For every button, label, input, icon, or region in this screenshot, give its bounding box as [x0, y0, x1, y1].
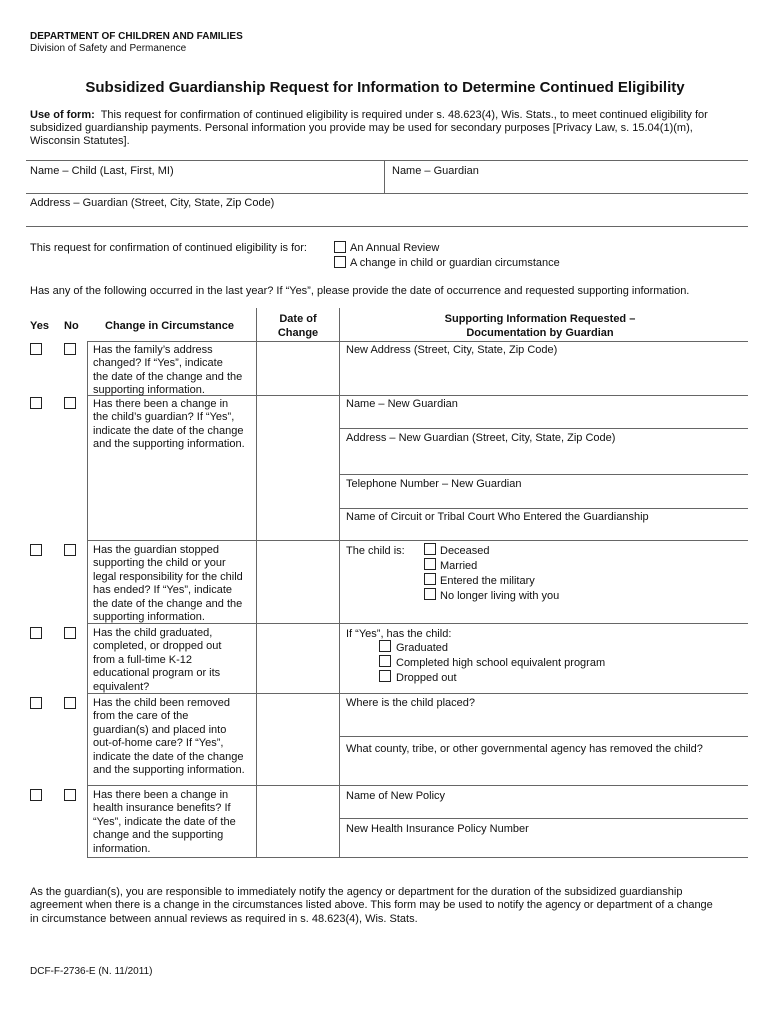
change-circumstance-label: A change in child or guardian circumstance: [350, 257, 560, 269]
child-is-label: The child is:: [346, 545, 405, 557]
change-circumstance-checkbox[interactable]: [334, 256, 346, 268]
dropped-out-label: Dropped out: [396, 672, 457, 684]
court-name-field[interactable]: Name of Circuit or Tribal Court Who Entered the Guardianship: [346, 511, 649, 523]
row4-no-checkbox[interactable]: [64, 627, 76, 639]
row1-change-text: Has the family’s address changed? If “Yes”, indicate the date of the change and the supporting information.: [93, 344, 243, 397]
use-of-form-label: Use of form:: [30, 109, 95, 121]
deceased-checkbox[interactable]: [424, 543, 436, 555]
division-name: Division of Safety and Permanence: [30, 43, 187, 54]
married-label: Married: [440, 560, 478, 572]
name-child-field[interactable]: Name – Child (Last, First, MI): [30, 165, 174, 177]
hs-equivalent-checkbox[interactable]: [379, 655, 391, 667]
col-support-header-1: Supporting Information Requested –: [444, 313, 636, 325]
col-date-header-2: Change: [277, 327, 319, 339]
military-checkbox[interactable]: [424, 573, 436, 585]
military-label: Entered the military: [440, 575, 535, 587]
col-no-header: No: [64, 320, 79, 332]
row5-no-checkbox[interactable]: [64, 697, 76, 709]
removing-agency-field[interactable]: What county, tribe, or other governmental agency has removed the child?: [346, 743, 703, 755]
name-guardian-field[interactable]: Name – Guardian: [392, 165, 479, 177]
row3-change-text: Has the guardian stopped supporting the child or your legal responsibility for the child has ended? If “Yes”, indicate the date of the change and the supporting information.: [93, 544, 243, 624]
row2-change-text: Has there been a change in the child’s guardian? If “Yes”, indicate the date of the change and the supporting information.: [93, 398, 245, 451]
new-policy-name-field[interactable]: Name of New Policy: [346, 790, 446, 802]
row6-yes-checkbox[interactable]: [30, 789, 42, 801]
department-name: DEPARTMENT OF CHILDREN AND FAMILIES: [30, 31, 243, 42]
request-label: This request for confirmation of continued eligibility is for:: [30, 242, 307, 254]
col-support-header-2: Documentation by Guardian: [466, 327, 614, 339]
graduated-label: Graduated: [396, 642, 448, 654]
form-title: Subsidized Guardianship Request for Information to Determine Continued Eligibility: [85, 79, 685, 96]
row3-no-checkbox[interactable]: [64, 544, 76, 556]
hs-equivalent-label: Completed high school equivalent program: [396, 657, 606, 669]
deceased-label: Deceased: [440, 545, 490, 557]
has-child-label: If “Yes”, has the child:: [346, 628, 452, 640]
form-id: DCF-F-2736-E (N. 11/2011): [30, 966, 153, 977]
row6-no-checkbox[interactable]: [64, 789, 76, 801]
new-guardian-address-field[interactable]: Address – New Guardian (Street, City, State, Zip Code): [346, 432, 616, 444]
graduated-checkbox[interactable]: [379, 640, 391, 652]
row3-yes-checkbox[interactable]: [30, 544, 42, 556]
row4-yes-checkbox[interactable]: [30, 627, 42, 639]
row1-yes-checkbox[interactable]: [30, 343, 42, 355]
new-address-field[interactable]: New Address (Street, City, State, Zip Code): [346, 344, 558, 356]
col-change-header: Change in Circumstance: [105, 320, 234, 332]
no-longer-living-label: No longer living with you: [440, 590, 560, 602]
no-longer-living-checkbox[interactable]: [424, 588, 436, 600]
address-guardian-field[interactable]: Address – Guardian (Street, City, State, Zip Code): [30, 197, 275, 209]
use-of-form-text-3: Wisconsin Statutes].: [30, 135, 130, 147]
col-date-header-1: Date of: [279, 313, 317, 325]
use-of-form-text-1: This request for confirmation of continued eligibility is required under s. 48.623(4), Wis. Stats., to meet continued eligibility for: [100, 109, 708, 121]
guardian-responsibility-text: As the guardian(s), you are responsible to immediately notify the agency or department for the duration of the subsidized guardianship agreement when there is a change in the circumstances listed above. This form may be used to notify the agency or department of a change in circumstance between annual reviews as required in s. 48.623(4), Wis. Stats.: [30, 886, 713, 925]
new-policy-number-field[interactable]: New Health Insurance Policy Number: [346, 823, 529, 835]
row1-no-checkbox[interactable]: [64, 343, 76, 355]
child-placed-field[interactable]: Where is the child placed?: [346, 697, 476, 709]
occurrence-question: Has any of the following occurred in the last year? If “Yes”, please provide the date of occurrence and requested supporting information.: [30, 285, 690, 297]
col-yes-header: Yes: [30, 320, 49, 332]
married-checkbox[interactable]: [424, 558, 436, 570]
annual-review-checkbox[interactable]: [334, 241, 346, 253]
annual-review-label: An Annual Review: [350, 242, 440, 254]
row5-change-text: Has the child been removed from the care of the guardian(s) and placed into out-of-home care? If “Yes”, indicate the date of the change and the supporting information.: [93, 697, 245, 777]
use-of-form-text-2: subsidized guardianship payments. Personal information you provide may be used for secondary purposes [Privacy Law, s. 15.04(1)(m),: [30, 122, 693, 134]
row4-change-text: Has the child graduated, completed, or dropped out from a full-time K-12 educational program or its equivalent?: [93, 627, 222, 693]
new-guardian-name-field[interactable]: Name – New Guardian: [346, 398, 458, 410]
use-of-form: [30, 109, 750, 148]
row5-yes-checkbox[interactable]: [30, 697, 42, 709]
row2-no-checkbox[interactable]: [64, 397, 76, 409]
new-guardian-phone-field[interactable]: Telephone Number – New Guardian: [346, 478, 522, 490]
row6-change-text: Has there been a change in health insurance benefits? If “Yes”, indicate the date of the change and the supporting information.: [93, 789, 236, 855]
row2-yes-checkbox[interactable]: [30, 397, 42, 409]
dropped-out-checkbox[interactable]: [379, 670, 391, 682]
